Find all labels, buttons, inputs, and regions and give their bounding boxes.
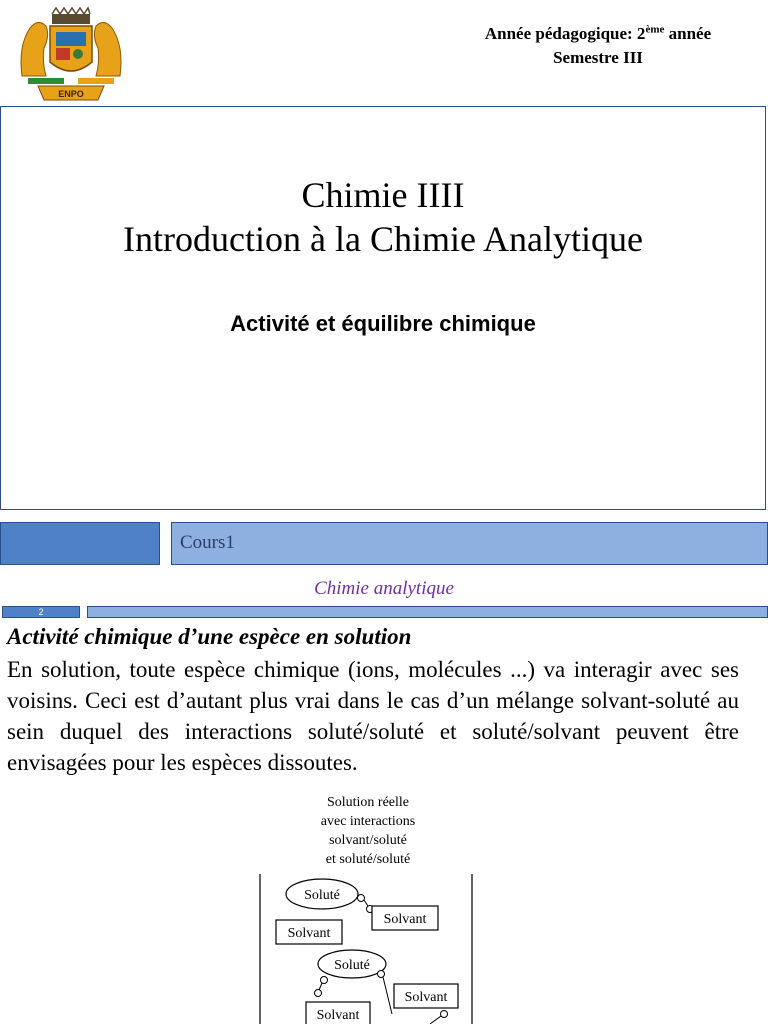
solvent-label-2: Solvant [287,926,331,941]
solution-diagram [250,786,490,1024]
bond-node-1 [358,895,365,902]
slide-subtitle: Activité et équilibre chimique [230,311,536,336]
solvent-label-4: Solvant [316,1008,360,1023]
logo-ribbon-text: ENPO [58,89,84,99]
bond-node-5 [378,971,385,978]
title-line-2: Introduction à la Chimie Analytique [123,219,643,259]
solute-label-2: Soluté [334,958,370,973]
page-bar-right [87,606,768,618]
title-slide [0,106,766,510]
bond-node-3 [321,977,328,984]
solvent-label-3: Solvant [404,990,448,1005]
body-paragraph: En solution, toute espèce chimique (ions, molécules ...) va interagir avec ses voisins. Ceci est d’autant plus vrai dans le cas d’un mélange solvant-soluté au sein duquel des interactions soluté/soluté et soluté/solvant peuvent être envisagées pour les espèces dissoutes. [7,657,739,775]
content-slide-header: Chimie analytique [314,578,454,599]
semester-label: Semestre III [553,48,643,67]
diagram-caption-line-1: Solution réelle [326,795,410,810]
bond-line-3 [383,977,392,1014]
bond-line-2 [319,983,322,990]
page-number-bar: 2 [2,606,80,618]
academic-year: Année pédagogique: 2ème année [484,23,712,43]
footer-bar-left [0,522,160,565]
section-title: Activité chimique d’une espèce en solution [7,624,412,649]
enpo-logo [16,6,126,104]
bond-node-6 [441,1011,448,1018]
slide-title [1,173,765,261]
diagram-caption-line-4: et soluté/soluté [325,852,411,867]
footer-bar-course: Cours1 [171,522,768,565]
bond-line-1 [364,900,368,906]
solute-label-1: Soluté [304,888,340,903]
bond-node-4 [315,990,322,997]
diagram-caption-line-2: avec interactions [320,814,416,829]
header-info [438,22,758,70]
bond-line-4 [430,1016,441,1024]
solvent-label-1: Solvant [383,912,427,927]
diagram-caption-line-3: solvant/soluté [329,833,407,848]
title-line-1: Chimie IIII [301,175,465,215]
